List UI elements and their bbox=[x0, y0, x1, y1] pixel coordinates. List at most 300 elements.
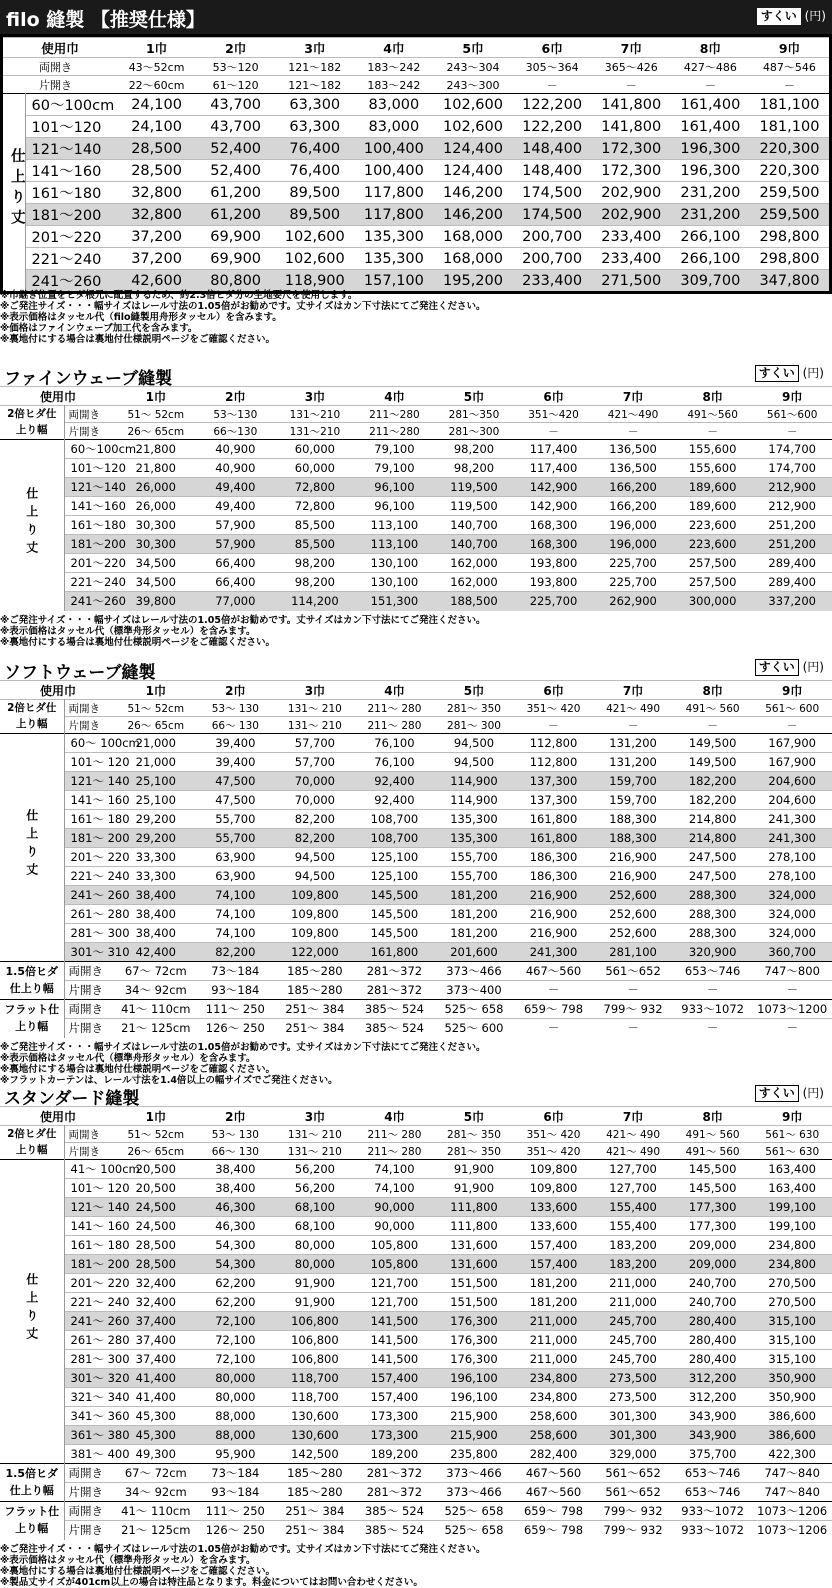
price-cell: 106,800 bbox=[275, 1312, 355, 1331]
opening-width-range: 51～ 52cm bbox=[116, 406, 196, 423]
price-cell: 60,000 bbox=[275, 440, 355, 459]
std-section bbox=[0, 1082, 832, 1588]
price-cell: 37,400 bbox=[116, 1331, 196, 1350]
opening-width-range: 421～ 490 bbox=[593, 1126, 673, 1143]
price-cell: 298,800 bbox=[750, 226, 829, 248]
price-cell: 121,700 bbox=[355, 1274, 435, 1293]
price-row bbox=[0, 791, 832, 810]
extra-width-row bbox=[0, 1000, 832, 1019]
height-range: 141～ 160 bbox=[64, 1217, 116, 1236]
price-cell: 69,900 bbox=[196, 226, 275, 248]
price-cell: 212,900 bbox=[752, 478, 832, 497]
price-cell: 109,800 bbox=[514, 1179, 594, 1198]
extra-width-range: 185～280 bbox=[275, 962, 355, 981]
note-line: ※表示価格はタッセル代（filo縫製用舟形タッセル）を含みます。 bbox=[0, 312, 282, 323]
price-cell: 28,500 bbox=[117, 160, 196, 182]
price-cell: 233,400 bbox=[592, 248, 671, 270]
column-header: 2巾 bbox=[196, 1107, 276, 1126]
price-row bbox=[0, 573, 832, 592]
extra-width-row bbox=[0, 1483, 832, 1502]
price-cell: 167,900 bbox=[752, 753, 832, 772]
price-cell: 109,800 bbox=[275, 905, 355, 924]
price-cell: 259,500 bbox=[750, 182, 829, 204]
price-cell: 131,200 bbox=[593, 753, 673, 772]
price-cell: 33,300 bbox=[116, 867, 196, 886]
price-row bbox=[0, 829, 832, 848]
extra-width-range: 467～560 bbox=[514, 962, 594, 981]
extra-width-range: 281～372 bbox=[355, 1483, 435, 1502]
opening-width-range: － bbox=[673, 717, 753, 734]
height-group-text: 仕上り丈 bbox=[24, 486, 39, 559]
price-cell: 72,800 bbox=[275, 497, 355, 516]
price-cell: 72,800 bbox=[275, 478, 355, 497]
extra-width-range: 373～466 bbox=[434, 1464, 514, 1483]
price-row bbox=[0, 592, 832, 611]
height-group-label bbox=[0, 440, 64, 611]
price-cell: 245,700 bbox=[593, 1312, 673, 1331]
price-cell: 155,700 bbox=[434, 848, 514, 867]
price-cell: 118,700 bbox=[275, 1388, 355, 1407]
column-header: 8巾 bbox=[673, 387, 753, 406]
price-cell: 189,600 bbox=[673, 478, 753, 497]
column-header: 5巾 bbox=[434, 681, 514, 700]
price-cell: 223,600 bbox=[673, 516, 753, 535]
note-line: ※価格はファインウェーブ加工代を含みます。 bbox=[0, 323, 198, 334]
price-row bbox=[0, 1236, 832, 1255]
price-cell: 324,000 bbox=[752, 886, 832, 905]
opening-width-range: 561～600 bbox=[752, 406, 832, 423]
width-group-label: 2倍ヒダ仕上り幅 bbox=[0, 406, 64, 440]
column-header: 7巾 bbox=[593, 387, 673, 406]
price-cell: 117,400 bbox=[514, 440, 594, 459]
opening-width-range: － bbox=[513, 76, 592, 94]
price-row bbox=[0, 1160, 832, 1179]
price-cell: 183,200 bbox=[593, 1236, 673, 1255]
price-row bbox=[0, 1217, 832, 1236]
opening-width-range: － bbox=[592, 76, 671, 94]
extra-width-range: 467～560 bbox=[514, 1464, 594, 1483]
opening-label: 片開き bbox=[64, 1483, 116, 1502]
price-cell: 69,900 bbox=[196, 248, 275, 270]
price-cell: 252,600 bbox=[593, 924, 673, 943]
price-cell: 141,500 bbox=[355, 1350, 435, 1369]
price-cell: 63,300 bbox=[275, 94, 354, 116]
price-cell: 300,000 bbox=[673, 592, 753, 611]
column-header: 3巾 bbox=[275, 38, 354, 58]
filo-notes bbox=[0, 290, 832, 345]
price-cell: 168,000 bbox=[433, 226, 512, 248]
price-cell: 79,100 bbox=[355, 459, 435, 478]
price-cell: 320,900 bbox=[673, 943, 753, 962]
price-row bbox=[0, 1274, 832, 1293]
extra-width-row bbox=[0, 1464, 832, 1483]
column-header: 9巾 bbox=[752, 1107, 832, 1126]
price-cell: 280,400 bbox=[673, 1331, 753, 1350]
opening-width-range: 183～242 bbox=[354, 76, 433, 94]
price-cell: 245,700 bbox=[593, 1350, 673, 1369]
price-cell: 133,600 bbox=[514, 1198, 594, 1217]
price-row bbox=[0, 734, 832, 753]
currency-unit: (円) bbox=[802, 366, 824, 380]
height-range: 161～ 180 bbox=[64, 1236, 116, 1255]
price-cell: 155,700 bbox=[434, 867, 514, 886]
price-cell: 117,800 bbox=[354, 182, 433, 204]
price-cell: 145,500 bbox=[355, 905, 435, 924]
price-cell: 161,400 bbox=[671, 94, 750, 116]
price-cell: 240,700 bbox=[673, 1293, 753, 1312]
price-cell: 40,900 bbox=[196, 440, 276, 459]
scoop-badge: すくい bbox=[755, 1085, 799, 1102]
opening-width-range: 53～ 130 bbox=[196, 700, 276, 717]
price-cell: 177,300 bbox=[673, 1217, 753, 1236]
price-cell: 114,900 bbox=[434, 791, 514, 810]
price-cell: 240,700 bbox=[673, 1274, 753, 1293]
price-cell: 109,800 bbox=[514, 1160, 594, 1179]
height-range: 301～ 310 bbox=[64, 943, 116, 962]
height-range: 201～ 220 bbox=[64, 848, 116, 867]
extra-width-range: 933～1072 bbox=[673, 1521, 753, 1540]
price-cell: 54,300 bbox=[196, 1255, 276, 1274]
price-cell: 57,900 bbox=[196, 516, 276, 535]
extra-width-range: 34～ 92cm bbox=[116, 1483, 196, 1502]
height-range: 341～ 360 bbox=[64, 1407, 116, 1426]
price-cell: 209,000 bbox=[673, 1236, 753, 1255]
price-cell: 211,000 bbox=[514, 1350, 594, 1369]
price-cell: 25,100 bbox=[116, 772, 196, 791]
extra-width-range: 126～ 250 bbox=[196, 1521, 276, 1540]
price-cell: 72,100 bbox=[196, 1331, 276, 1350]
extra-width-range: 525～ 600 bbox=[434, 1019, 514, 1038]
extra-width-range: 73～184 bbox=[196, 962, 276, 981]
opening-width-range: 211～ 280 bbox=[355, 1126, 435, 1143]
price-row bbox=[0, 478, 832, 497]
price-cell: 181,200 bbox=[434, 886, 514, 905]
price-cell: 45,300 bbox=[116, 1407, 196, 1426]
price-cell: 121,700 bbox=[355, 1293, 435, 1312]
price-cell: 148,400 bbox=[513, 138, 592, 160]
opening-label: 片開き bbox=[64, 1019, 116, 1038]
price-cell: 88,000 bbox=[196, 1407, 276, 1426]
price-cell: 42,600 bbox=[117, 270, 196, 292]
price-cell: 39,400 bbox=[196, 753, 276, 772]
price-cell: 119,500 bbox=[434, 497, 514, 516]
price-row bbox=[0, 753, 832, 772]
height-range: 181～ 200 bbox=[64, 1255, 116, 1274]
price-cell: 130,100 bbox=[355, 573, 435, 592]
extra-width-range: － bbox=[673, 1019, 753, 1038]
extra-width-range: 659～ 798 bbox=[514, 1521, 594, 1540]
extra-width-range: － bbox=[752, 981, 832, 1000]
price-cell: 72,100 bbox=[196, 1312, 276, 1331]
price-cell: 63,300 bbox=[275, 116, 354, 138]
price-cell: 201,600 bbox=[434, 943, 514, 962]
price-cell: 159,700 bbox=[593, 791, 673, 810]
price-cell: 141,800 bbox=[592, 116, 671, 138]
price-cell: 188,500 bbox=[434, 592, 514, 611]
price-cell: 162,000 bbox=[434, 554, 514, 573]
extra-width-range: － bbox=[593, 981, 673, 1000]
std-price-table bbox=[0, 1106, 832, 1540]
price-cell: 57,900 bbox=[196, 535, 276, 554]
price-cell: 231,200 bbox=[671, 204, 750, 226]
price-cell: 168,300 bbox=[514, 516, 594, 535]
price-cell: 155,600 bbox=[673, 440, 753, 459]
height-range: 121～140 bbox=[64, 478, 116, 497]
opening-width-range: 281～ 350 bbox=[434, 1143, 514, 1160]
price-cell: 111,800 bbox=[434, 1198, 514, 1217]
price-cell: 343,900 bbox=[673, 1426, 753, 1445]
price-cell: 24,100 bbox=[117, 116, 196, 138]
price-row bbox=[0, 1293, 832, 1312]
price-cell: 298,800 bbox=[750, 248, 829, 270]
opening-row bbox=[0, 1143, 832, 1160]
price-cell: 312,200 bbox=[673, 1388, 753, 1407]
price-cell: 43,700 bbox=[196, 94, 275, 116]
opening-width-range: 61～120 bbox=[196, 76, 275, 94]
price-cell: 181,200 bbox=[434, 924, 514, 943]
note-line: ※裏地付にする場合は裏地付仕様説明ページをご確認ください。 bbox=[0, 636, 276, 648]
price-cell: 140,700 bbox=[434, 535, 514, 554]
price-cell: 74,100 bbox=[355, 1179, 435, 1198]
price-cell: 161,800 bbox=[514, 829, 594, 848]
price-cell: 68,100 bbox=[275, 1198, 355, 1217]
price-cell: 145,500 bbox=[673, 1160, 753, 1179]
extra-width-range: 41～ 110cm bbox=[116, 1502, 196, 1521]
extra-width-range: 251～ 384 bbox=[275, 1521, 355, 1540]
price-cell: 214,800 bbox=[673, 810, 753, 829]
price-cell: 76,400 bbox=[275, 160, 354, 182]
column-header: 2巾 bbox=[196, 681, 276, 700]
price-cell: 182,200 bbox=[673, 772, 753, 791]
price-cell: 114,200 bbox=[275, 592, 355, 611]
price-cell: 114,900 bbox=[434, 772, 514, 791]
price-cell: 122,200 bbox=[513, 116, 592, 138]
extra-width-range: 251～ 384 bbox=[275, 1000, 355, 1019]
price-cell: 109,800 bbox=[275, 924, 355, 943]
price-cell: 96,100 bbox=[355, 497, 435, 516]
price-cell: 88,000 bbox=[196, 1426, 276, 1445]
height-range: 101～120 bbox=[25, 116, 117, 138]
opening-width-range: 491～ 560 bbox=[673, 1126, 753, 1143]
price-cell: 216,900 bbox=[593, 867, 673, 886]
column-header: 3巾 bbox=[275, 387, 355, 406]
price-cell: 74,100 bbox=[355, 1160, 435, 1179]
height-range: 261～ 280 bbox=[64, 905, 116, 924]
opening-width-range: 243～304 bbox=[433, 58, 512, 76]
opening-width-range: 131～ 210 bbox=[275, 717, 355, 734]
price-row bbox=[3, 248, 829, 270]
price-cell: 181,100 bbox=[750, 116, 829, 138]
scoop-badge: すくい bbox=[755, 659, 799, 676]
opening-width-range: 243～300 bbox=[433, 76, 512, 94]
price-cell: 80,800 bbox=[196, 270, 275, 292]
price-cell: 21,000 bbox=[116, 734, 196, 753]
opening-label: 片開き bbox=[64, 423, 116, 440]
extra-width-range: 281～372 bbox=[355, 1464, 435, 1483]
price-cell: 161,800 bbox=[355, 943, 435, 962]
price-cell: 62,200 bbox=[196, 1293, 276, 1312]
column-header: 6巾 bbox=[514, 387, 594, 406]
currency-unit: (円) bbox=[804, 9, 826, 23]
price-cell: 146,200 bbox=[433, 182, 512, 204]
extra-width-range: － bbox=[514, 1019, 594, 1038]
price-cell: 193,800 bbox=[514, 573, 594, 592]
height-range: 161～180 bbox=[25, 182, 117, 204]
price-row bbox=[3, 138, 829, 160]
opening-width-range: － bbox=[514, 717, 594, 734]
price-cell: 204,600 bbox=[752, 772, 832, 791]
price-cell: 20,500 bbox=[116, 1179, 196, 1198]
price-cell: 76,100 bbox=[355, 753, 435, 772]
opening-width-range: 281～300 bbox=[434, 423, 514, 440]
soft-title: ソフトウェーブ縫製 bbox=[4, 663, 156, 683]
height-range: 241～ 260 bbox=[64, 1312, 116, 1331]
price-cell: 347,800 bbox=[750, 270, 829, 292]
height-range: 60～100cm bbox=[25, 94, 117, 116]
price-cell: 234,800 bbox=[752, 1255, 832, 1274]
opening-width-range: 351～ 420 bbox=[514, 1126, 594, 1143]
price-cell: 32,800 bbox=[117, 204, 196, 226]
column-header: 9巾 bbox=[752, 387, 832, 406]
price-cell: 21,800 bbox=[116, 440, 196, 459]
price-cell: 66,400 bbox=[196, 554, 276, 573]
height-range: 261～ 280 bbox=[64, 1331, 116, 1350]
price-cell: 91,900 bbox=[434, 1160, 514, 1179]
height-range: 161～180 bbox=[64, 516, 116, 535]
price-cell: 102,600 bbox=[433, 94, 512, 116]
note-line: ※表示価格はタッセル代（標準舟形タッセル）を含みます。 bbox=[0, 1554, 256, 1566]
price-cell: 225,700 bbox=[514, 592, 594, 611]
extra-width-range: － bbox=[514, 981, 594, 1000]
column-header: 4巾 bbox=[355, 387, 435, 406]
note-line: ※フラットカーテンは、レール寸法を1.4倍以上の幅サイズでご発注ください。 bbox=[0, 1074, 338, 1086]
price-cell: 151,500 bbox=[434, 1293, 514, 1312]
price-row bbox=[0, 848, 832, 867]
price-cell: 24,100 bbox=[117, 94, 196, 116]
price-cell: 42,400 bbox=[116, 943, 196, 962]
opening-label: 片開き bbox=[64, 717, 116, 734]
price-cell: 52,400 bbox=[196, 138, 275, 160]
price-cell: 271,500 bbox=[592, 270, 671, 292]
extra-width-row bbox=[0, 981, 832, 1000]
price-cell: 182,200 bbox=[673, 791, 753, 810]
price-cell: 83,000 bbox=[354, 94, 433, 116]
opening-width-range: 561～ 600 bbox=[752, 700, 832, 717]
column-header: 8巾 bbox=[671, 38, 750, 58]
price-cell: 241,300 bbox=[514, 943, 594, 962]
price-cell: 135,300 bbox=[354, 248, 433, 270]
extra-width-range: 659～ 798 bbox=[514, 1502, 594, 1521]
fine-price-table bbox=[0, 386, 832, 611]
opening-width-range: 121～182 bbox=[275, 58, 354, 76]
price-cell: 289,400 bbox=[752, 573, 832, 592]
price-cell: 151,500 bbox=[434, 1274, 514, 1293]
opening-row bbox=[0, 1126, 832, 1143]
price-cell: 202,900 bbox=[592, 204, 671, 226]
scoop-badge: すくい bbox=[755, 365, 799, 382]
header-row bbox=[0, 681, 832, 700]
price-cell: 37,200 bbox=[117, 248, 196, 270]
opening-width-range: 53～120 bbox=[196, 58, 275, 76]
std-notes bbox=[0, 1544, 832, 1588]
extra-width-range: 185～280 bbox=[275, 1483, 355, 1502]
soft-notes bbox=[0, 1042, 832, 1086]
price-cell: 25,100 bbox=[116, 791, 196, 810]
height-range: 201～220 bbox=[25, 226, 117, 248]
opening-row bbox=[3, 76, 829, 94]
col-header-width: 使用巾 bbox=[3, 38, 117, 58]
price-cell: 82,200 bbox=[196, 943, 276, 962]
price-cell: 47,500 bbox=[196, 791, 276, 810]
price-cell: 102,600 bbox=[433, 116, 512, 138]
extra-width-range: 799～ 932 bbox=[593, 1000, 673, 1019]
note-line: ※裏地付にする場合は裏地付仕様説明ページをご確認ください。 bbox=[0, 1063, 276, 1075]
price-cell: 174,700 bbox=[752, 459, 832, 478]
price-cell: 113,100 bbox=[355, 516, 435, 535]
price-cell: 142,900 bbox=[514, 478, 594, 497]
price-cell: 41,400 bbox=[116, 1388, 196, 1407]
price-cell: 315,100 bbox=[752, 1350, 832, 1369]
price-row bbox=[0, 1388, 832, 1407]
price-cell: 63,900 bbox=[196, 848, 276, 867]
price-cell: 258,600 bbox=[514, 1407, 594, 1426]
std-badge-tag bbox=[755, 1085, 824, 1102]
opening-width-range: 491～560 bbox=[673, 406, 753, 423]
price-cell: 130,600 bbox=[275, 1426, 355, 1445]
price-cell: 145,500 bbox=[355, 886, 435, 905]
price-cell: 80,000 bbox=[196, 1388, 276, 1407]
price-cell: 34,500 bbox=[116, 573, 196, 592]
price-cell: 52,400 bbox=[196, 160, 275, 182]
note-line: ※ご発注サイズ・・・幅サイズはレール寸法の1.05倍がお勧めです。丈サイズはカン下寸法にてご発注ください。 bbox=[0, 1041, 486, 1053]
opening-width-range: 351～ 420 bbox=[514, 1143, 594, 1160]
price-cell: 202,900 bbox=[592, 182, 671, 204]
price-cell: 124,400 bbox=[433, 138, 512, 160]
height-range: 281～ 300 bbox=[64, 1350, 116, 1369]
price-cell: 174,500 bbox=[513, 204, 592, 226]
opening-label: 片開き bbox=[64, 981, 116, 1000]
filo-section-header bbox=[0, 0, 832, 34]
opening-width-range: 561～ 630 bbox=[752, 1126, 832, 1143]
price-cell: 266,100 bbox=[671, 226, 750, 248]
price-cell: 196,000 bbox=[593, 535, 673, 554]
extra-width-range: 93～184 bbox=[196, 981, 276, 1000]
price-row bbox=[0, 1198, 832, 1217]
extra-width-range: 561～652 bbox=[593, 1464, 673, 1483]
price-cell: 82,200 bbox=[275, 829, 355, 848]
price-cell: 145,500 bbox=[673, 1179, 753, 1198]
price-cell: 173,300 bbox=[355, 1407, 435, 1426]
price-cell: 157,400 bbox=[514, 1236, 594, 1255]
price-cell: 245,700 bbox=[593, 1331, 673, 1350]
price-cell: 231,200 bbox=[671, 182, 750, 204]
price-cell: 315,100 bbox=[752, 1312, 832, 1331]
price-cell: 91,900 bbox=[275, 1274, 355, 1293]
opening-width-range: 211～280 bbox=[355, 406, 435, 423]
price-cell: 111,800 bbox=[434, 1217, 514, 1236]
price-cell: 108,700 bbox=[355, 810, 435, 829]
price-row bbox=[0, 459, 832, 478]
opening-width-range: 66～ 130 bbox=[196, 717, 276, 734]
price-row bbox=[3, 160, 829, 182]
opening-width-range: 491～ 560 bbox=[673, 1143, 753, 1160]
height-range: 361～ 380 bbox=[64, 1426, 116, 1445]
price-row bbox=[0, 440, 832, 459]
note-line: ※表示価格はタッセル代（標準舟形タッセル）を含みます。 bbox=[0, 625, 256, 637]
extra-width-range: － bbox=[752, 1019, 832, 1038]
price-cell: 24,500 bbox=[116, 1217, 196, 1236]
column-header: 3巾 bbox=[275, 1107, 355, 1126]
